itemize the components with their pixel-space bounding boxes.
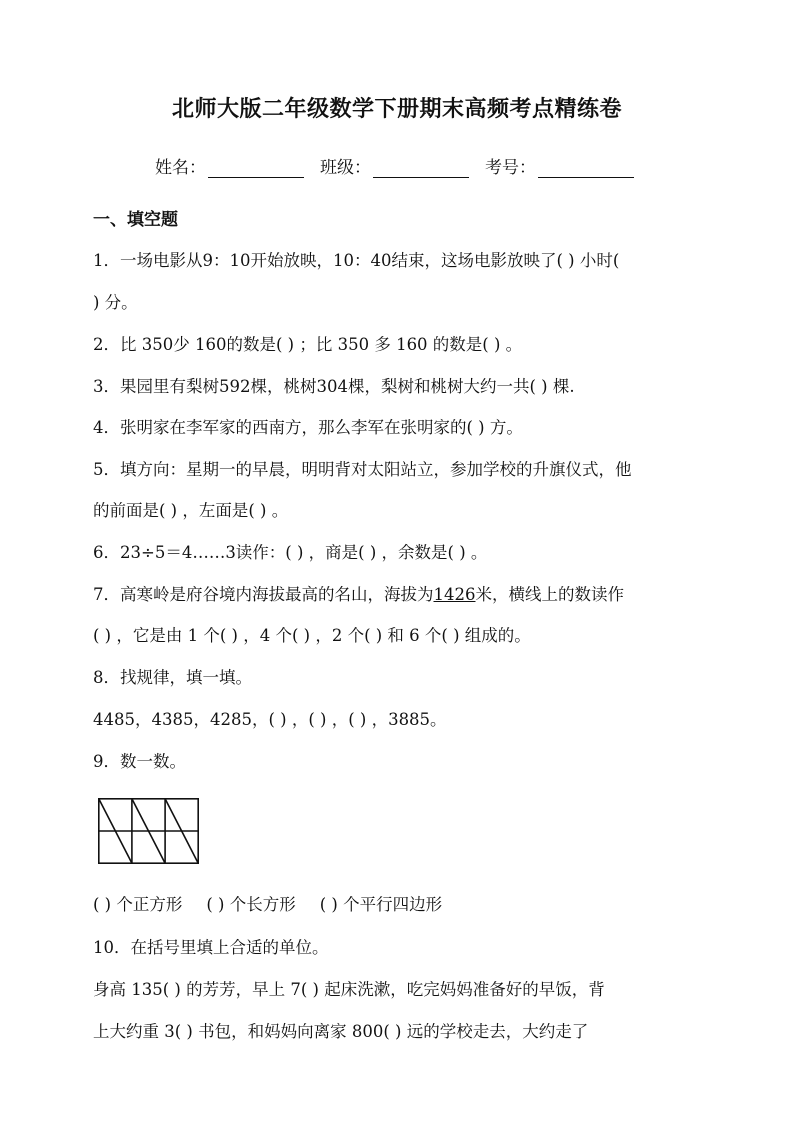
question-10-line-2: 身高 135( ) 的芳芳，早上 7( ) 起床洗漱，吃完妈妈准备好的早饭，背: [93, 980, 605, 999]
question-9: 9．数一数。: [93, 752, 186, 771]
question-5-line-1: 5．填方向：星期一的早晨，明明背对太阳站立，参加学校的升旗仪式，他: [93, 460, 632, 479]
question-7-line-2: ( ) ，它是由 1 个( ) ，4 个( ) ，2 个( ) 和 6 个( ) 组成的。: [93, 626, 531, 645]
question-10-line-3: 上大约重 3( ) 书包，和妈妈向离家 800( ) 远的学校走去，大约走了: [93, 1022, 589, 1041]
class-field: [320, 153, 469, 178]
question-7-text-before: 7．高寒岭是府谷境内海拔最高的名山，海拔为: [93, 585, 434, 604]
question-9-answers: [93, 891, 466, 915]
rectangle-grid-figure: [98, 798, 199, 864]
section-heading-fill-blanks: 一、填空题: [93, 210, 178, 230]
page-title: 北师大版二年级数学下册期末高频考点精练卷: [171, 96, 622, 122]
question-3: 3．果园里有梨树592棵，桃树304棵，梨树和桃树大约一共( ) 棵.: [93, 377, 575, 396]
name-label: 姓名：: [155, 158, 206, 178]
name-field: [155, 153, 304, 178]
question-6: 6．23÷5＝4……3读作：( ) ，商是( ) ，余数是( ) 。: [93, 543, 488, 562]
exam-no-field: [485, 153, 634, 178]
question-2: 2．比 350少 160的数是( ) ；比 350 多 160 的数是( ) 。: [93, 335, 523, 354]
question-7-text-after: 米，横线上的数读作: [475, 585, 624, 604]
question-8-line-2: 4485，4385，4285，( ) ，( ) ，( ) ，3885。: [93, 710, 447, 729]
parallelogram-count: ( ) 个平行四边形: [319, 895, 443, 914]
question-7-underlined-number: 1426: [433, 585, 476, 604]
class-blank[interactable]: [373, 159, 469, 178]
exam-no-label: 考号：: [485, 158, 536, 178]
question-1-line-2: ) 分。: [93, 293, 138, 312]
student-info-row: [155, 153, 675, 178]
square-count: ( ) 个正方形: [93, 895, 183, 914]
class-label: 班级：: [320, 158, 371, 178]
question-1-line-1: 1．一场电影从9：10开始放映，10：40结束，这场电影放映了( ) 小时(: [93, 251, 620, 270]
question-5-line-2: 的前面是( ) ，左面是( ) 。: [93, 501, 289, 520]
exam-no-blank[interactable]: [538, 159, 634, 178]
question-7-line-1: [93, 581, 708, 605]
question-4: 4．张明家在李军家的西南方，那么李军在张明家的( ) 方。: [93, 418, 523, 437]
name-blank[interactable]: [208, 159, 304, 178]
question-10-line-1: 10．在括号里填上合适的单位。: [93, 938, 329, 957]
rectangle-count: ( ) 个长方形: [206, 895, 296, 914]
question-8-line-1: 8．找规律，填一填。: [93, 668, 252, 687]
